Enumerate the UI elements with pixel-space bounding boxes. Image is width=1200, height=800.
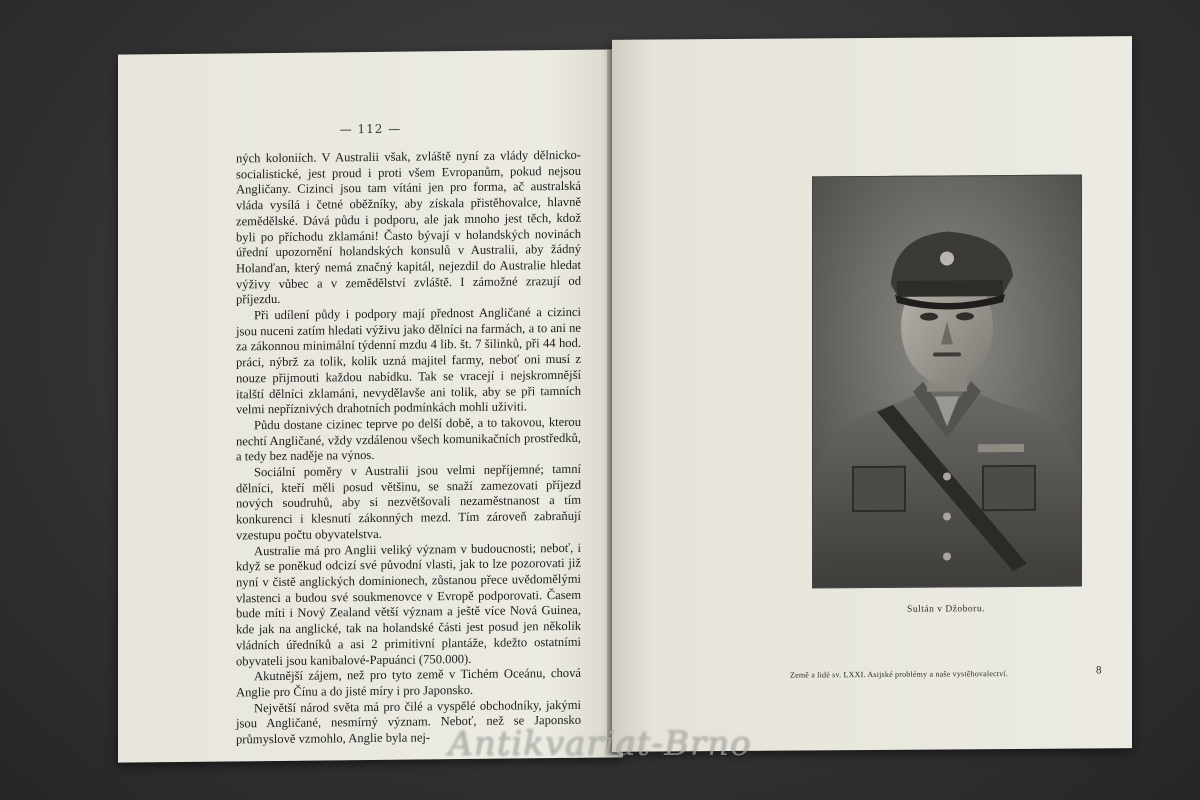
page-number: — 112 —: [339, 121, 402, 137]
paragraph: Největší národ světa má pro čilé a vyspělé obchodníky, jakými jsou Angličané, nesmírný význam. Neboť, než se Japonsko průmyslově vzmohlo, Anglie byla nej-: [236, 697, 581, 747]
signature-number: 8: [1096, 664, 1102, 677]
watermark: Antikvariat-Brno: [448, 724, 752, 764]
paragraph: Sociální poměry v Australii jsou velmi nepříjemné; tamní dělníci, kteří měli posud většinu, se snaží zamezovati příjezd nových soudruhů, aby si nezvětšovali nezaměstnanost a tím konkurenci i klesnutí zákonných mezd. Tím zároveň zabraňují vzestupu počtu obyvatelstva.: [236, 461, 581, 543]
signature-footer: Země a lidé sv. LXXI. Asijské problémy a naše vystěhovalectví.: [790, 669, 1009, 680]
paragraph: Australie má pro Anglii veliký význam v budoucnosti; neboť, i když se poněkud odcizí své původní vlasti, jak to lze pozorovati již nyní v čistě anglických dominionech, zůstanou přece uvědomělými vlastenci a budou své soukmenovce v Evropě podporovati. Časem bude míti i Nový Zealand větší význam a ještě více Nová Guinea, kde jak na anglické, tak na holandské části jest posud jen několik vládních úředníků a asi 2 primitivní plantáže, kdežto ostatními obyvateli jsou kanibalové-Papuánci (750.000).: [236, 540, 581, 668]
portrait-illustration: [813, 176, 1081, 588]
right-page: [612, 36, 1132, 752]
portrait-photo: [812, 175, 1082, 589]
paragraph: ných koloniích. V Australii však, zvláště nyní za vlády dělnicko-socialistické, jest proud i proti všem Evropanům, pokud nejsou Angličany. Cizinci jsou tam vítáni jen pro forma, ač australská vláda vysílá i četné oběžníky, aby získala přistěhovalce, hlavně zemědělské. Dává půdu i podporu, ale jak mnoho jest těch, kdož byli po příchodu zklamáni! Často bývají v holandských novinách úřední upozornění holandských konsulů v Australii, aby žádný Holanďan, který nemá značný kapitál, nejezdil do Australie hledat výživy vůbec a v zemědělství zvláště. I zámožné zrazují od příjezdu.: [236, 147, 581, 307]
photo-caption: Sultán v Džoboru.: [907, 604, 985, 615]
paragraph: Akutnější zájem, než pro tyto země v Tichém Oceánu, chová Anglie pro Čínu a do jisté míry i pro Japonsko.: [236, 665, 581, 700]
left-page: [118, 49, 623, 762]
open-book: [110, 30, 1140, 765]
paragraph: Půdu dostane cizinec teprve po delší době, a to takovou, kterou nechtí Angličané, vždy vzdálenou všech komunikačních prostředků, a tedy bez naděje na výnos.: [236, 414, 581, 464]
body-text: [236, 148, 581, 748]
paragraph: Při udílení půdy i podpory mají přednost Angličané a cizinci jsou nuceni zatím hledati výživu jako dělníci na farmách, a to ani ne za zákonnou minimální týdenní mzdu 4 lib. št. 7 šilinků, při 44 hod. práci, nýbrž za tolik, kolik uzná majitel farmy, neboť oni musí z nouze přijmouti každou nabídku. Tak se vracejí i nejskromnější italští dělníci zklamáni, nevydělavše ani tolik, aby se při tamních velmi nepříznivých drahotních podmínkách mohli uživiti.: [236, 304, 581, 417]
